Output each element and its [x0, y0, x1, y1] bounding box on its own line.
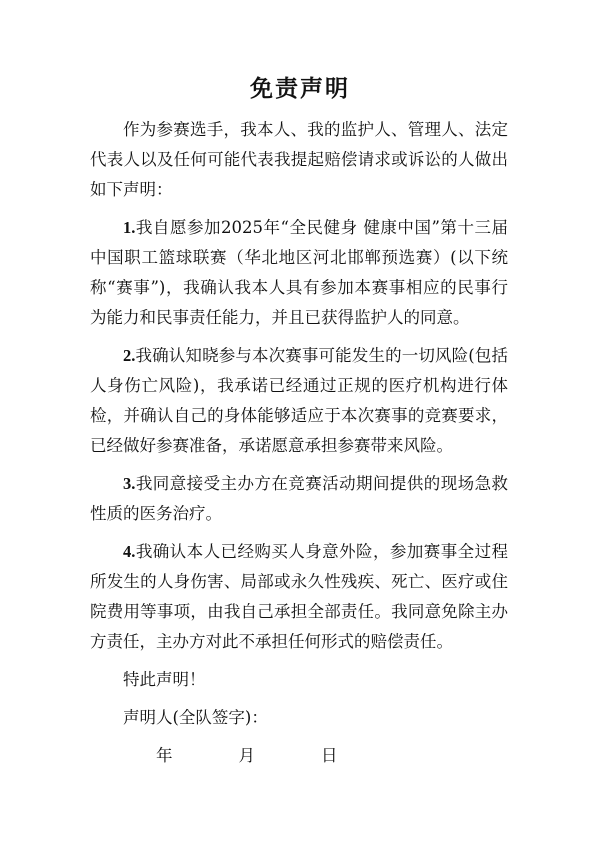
signature-label: 声明人(全队签字)： — [123, 708, 268, 727]
date-month: 月 — [238, 746, 255, 765]
clause-number: 3. — [123, 474, 136, 493]
clause-4 — [90, 537, 508, 657]
clause-number: 2. — [123, 346, 136, 365]
clause-2 — [90, 341, 508, 461]
clause-text: 我同意接受主办方在竞赛活动期间提供的现场急救性质的医务治疗。 — [90, 474, 508, 523]
document-body — [90, 115, 508, 771]
clause-number: 1. — [123, 218, 136, 237]
closing-statement: 特此声明！ — [123, 670, 206, 689]
date-line — [90, 741, 508, 771]
clause-text: 我确认知晓参与本次赛事可能发生的一切风险(包括人身伤亡风险)，我承诺已经通过正规的医疗机构进行体检，并确认自己的身体能够适应于本次赛事的竞赛要求，已经做好参赛准备，承诺愿意承担参赛带来风险。 — [90, 346, 508, 455]
clause-1 — [90, 213, 508, 333]
date-day: 日 — [321, 746, 338, 765]
date-year: 年 — [156, 746, 173, 765]
clause-text: 我自愿参加2025年“全民健身 健康中国”第十三届中国职工篮球联赛（华北地区河北邯郸预选赛）(以下统称“赛事”)，我确认我本人具有参加本赛事相应的民事行为能力和民事责任能力，并且已获得监护人的同意。 — [90, 218, 508, 327]
clause-number: 4. — [123, 542, 136, 561]
intro-paragraph: 作为参赛选手，我本人、我的监护人、管理人、法定代表人以及任何可能代表我提起赔偿请求或诉讼的人做出如下声明： — [90, 120, 508, 199]
clause-3 — [90, 469, 508, 529]
clause-text: 我确认本人已经购买人身意外险，参加赛事全过程所发生的人身伤害、局部或永久性残疾、死亡、医疗或住院费用等事项，由我自己承担全部责任。我同意免除主办方责任，主办方对此不承担任何形式的赔偿责任。 — [90, 542, 508, 651]
document-title: 免责声明 — [250, 75, 350, 102]
